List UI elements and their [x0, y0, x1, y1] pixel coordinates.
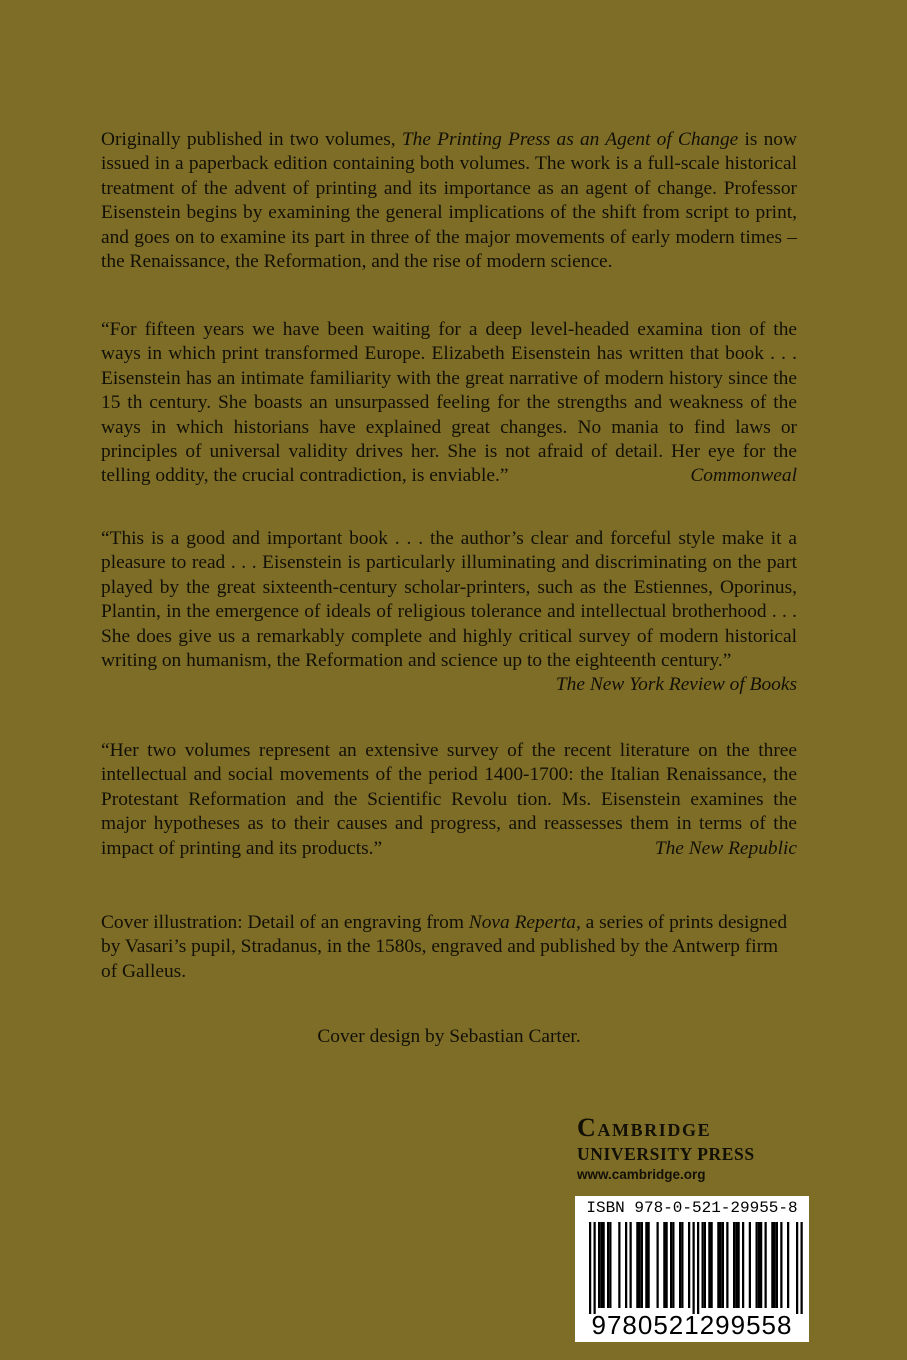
- barcode-bar: [609, 1222, 611, 1308]
- barcode-bar: [801, 1222, 803, 1314]
- barcode-bar: [704, 1222, 706, 1308]
- barcode-bars: [575, 1222, 809, 1314]
- barcode-bar: [625, 1222, 627, 1308]
- publisher-url: www.cambridge.org: [577, 1167, 706, 1182]
- cover-illustration-credit: [101, 911, 797, 984]
- review-new-york-review: [101, 527, 797, 698]
- review-quote: “For fifteen years we have been waiting for a deep level-headed examina tion of the ways in which print transformed Europe. Elizabeth Eisenstein has written that book . . . Eisenstein has an intimate familiarity with the great narrative of modern history since the 15 th century. She boasts an unsurpassed feeling for the strengths and weakness of the ways in which historians have explained great changes. No mania to find laws or principles of universal validity drives her. She is not afraid of detail. Her eye for the telling oddity, the crucial contradiction, is enviable.”: [101, 319, 797, 487]
- barcode-bar: [607, 1222, 609, 1308]
- barcode-bar: [742, 1222, 744, 1308]
- barcode-bar: [758, 1222, 760, 1308]
- barcode-bar: [657, 1222, 659, 1308]
- barcode-bar: [648, 1222, 650, 1308]
- barcode-bar: [708, 1222, 710, 1308]
- barcode-bar: [589, 1222, 591, 1314]
- barcode-bar: [726, 1222, 728, 1308]
- barcode-bar: [630, 1222, 632, 1308]
- barcode-bar: [733, 1222, 735, 1308]
- barcode-bar: [720, 1222, 722, 1308]
- barcode-bar: [679, 1222, 681, 1308]
- barcode-bar: [780, 1222, 782, 1308]
- barcode-bar: [663, 1222, 665, 1308]
- barcode-bar: [636, 1222, 638, 1308]
- review-new-republic: [101, 739, 797, 861]
- barcode-bar: [776, 1222, 778, 1308]
- cover-design-credit: Cover design by Sebastian Carter.: [317, 1026, 581, 1047]
- barcode-bar: [598, 1222, 600, 1308]
- publisher-subtitle: UNIVERSITY PRESS: [577, 1144, 755, 1164]
- review-source: Commonweal: [690, 465, 797, 487]
- description-lead: Originally published in two volumes,: [101, 129, 402, 150]
- barcode-bar: [670, 1222, 672, 1308]
- barcode-bar: [738, 1222, 740, 1308]
- barcode-bar: [639, 1222, 641, 1308]
- publisher-name: Cambridge: [577, 1113, 712, 1142]
- book-description: [101, 128, 797, 274]
- barcode-bar: [594, 1222, 596, 1314]
- barcode-bar: [697, 1222, 699, 1314]
- barcode-bar: [735, 1222, 737, 1308]
- barcode-bar: [681, 1222, 683, 1308]
- review-source: The New York Review of Books: [555, 674, 797, 696]
- work-title: Nova Reperta,: [468, 912, 581, 933]
- barcode-bar: [722, 1222, 724, 1308]
- barcode-bar: [688, 1222, 690, 1308]
- barcode-bar: [645, 1222, 647, 1308]
- barcode-bar: [760, 1222, 762, 1308]
- barcode-bar: [711, 1222, 713, 1308]
- barcode-bar: [693, 1222, 695, 1314]
- barcode-bar: [717, 1222, 719, 1308]
- barcode-bar: [672, 1222, 674, 1308]
- barcode-bar: [787, 1222, 789, 1308]
- barcode-bar: [618, 1222, 620, 1308]
- description-body: is now issued in a paperback edition containing both volumes. The work is a full-scale historical treatment of the advent of printing and its importance as an agent of change. Professor Eisenstein begins by examining the general implications of the shift from script to print, and goes on to examine its part in three of the major movements of early modern times – the Renaissance, the Reformation, and the rise of modern science.: [101, 129, 797, 273]
- review-quote: “This is a good and important book . . . the author’s clear and forceful style make it a pleasure to read . . . Eisenstein is particularly illuminating and discriminating on the part played by the great sixteenth-century scholar-printers, such as the Estiennes, Oporinus, Plantin, in the emergence of ideals of religious tolerance and intellectual brotherhood . . . She does give us a remarkably complete and highly critical survey of modern historical writing on humanism, the Reformation and science up to the eighteenth century.”: [101, 528, 797, 672]
- barcode-bar: [765, 1222, 767, 1308]
- credit-lead: Cover illustration: Detail of an engraving from: [101, 912, 469, 933]
- barcode-bar: [774, 1222, 776, 1308]
- barcode-bar: [666, 1222, 668, 1308]
- barcode-bar: [796, 1222, 798, 1314]
- review-quote: “Her two volumes represent an extensive survey of the recent literature on the three intellectual and social movements of the period 1400-1700: the Italian Renaissance, the Protestant Reformation and the Scientific Revolu tion. Ms. Eisenstein examines the major hypotheses as to their causes and progress, and reassesses them in terms of the impact of printing and its products.”: [101, 740, 797, 859]
- barcode-bar: [771, 1222, 773, 1308]
- credit-body: a series of prints designed by Vasari’s pupil, Stradanus, in the 1580s, engraved and published by the Antwerp firm of Galleus.: [101, 912, 788, 982]
- barcode-bar: [749, 1222, 751, 1308]
- barcode-bar: [702, 1222, 704, 1308]
- isbn-label: ISBN 978-0-521-29955-8: [586, 1199, 798, 1217]
- publisher-logo: [577, 1113, 807, 1185]
- barcode-bar: [603, 1222, 605, 1308]
- isbn-barcode: [575, 1196, 809, 1342]
- barcode-bar: [600, 1222, 602, 1308]
- review-source: The New Republic: [654, 837, 797, 859]
- ean-digits: 9780521299558: [591, 1310, 793, 1340]
- book-title: The Printing Press as an Agent of Change: [401, 129, 739, 150]
- barcode-bar: [641, 1222, 643, 1308]
- review-commonweal: [101, 318, 797, 489]
- barcode-bar: [756, 1222, 758, 1308]
